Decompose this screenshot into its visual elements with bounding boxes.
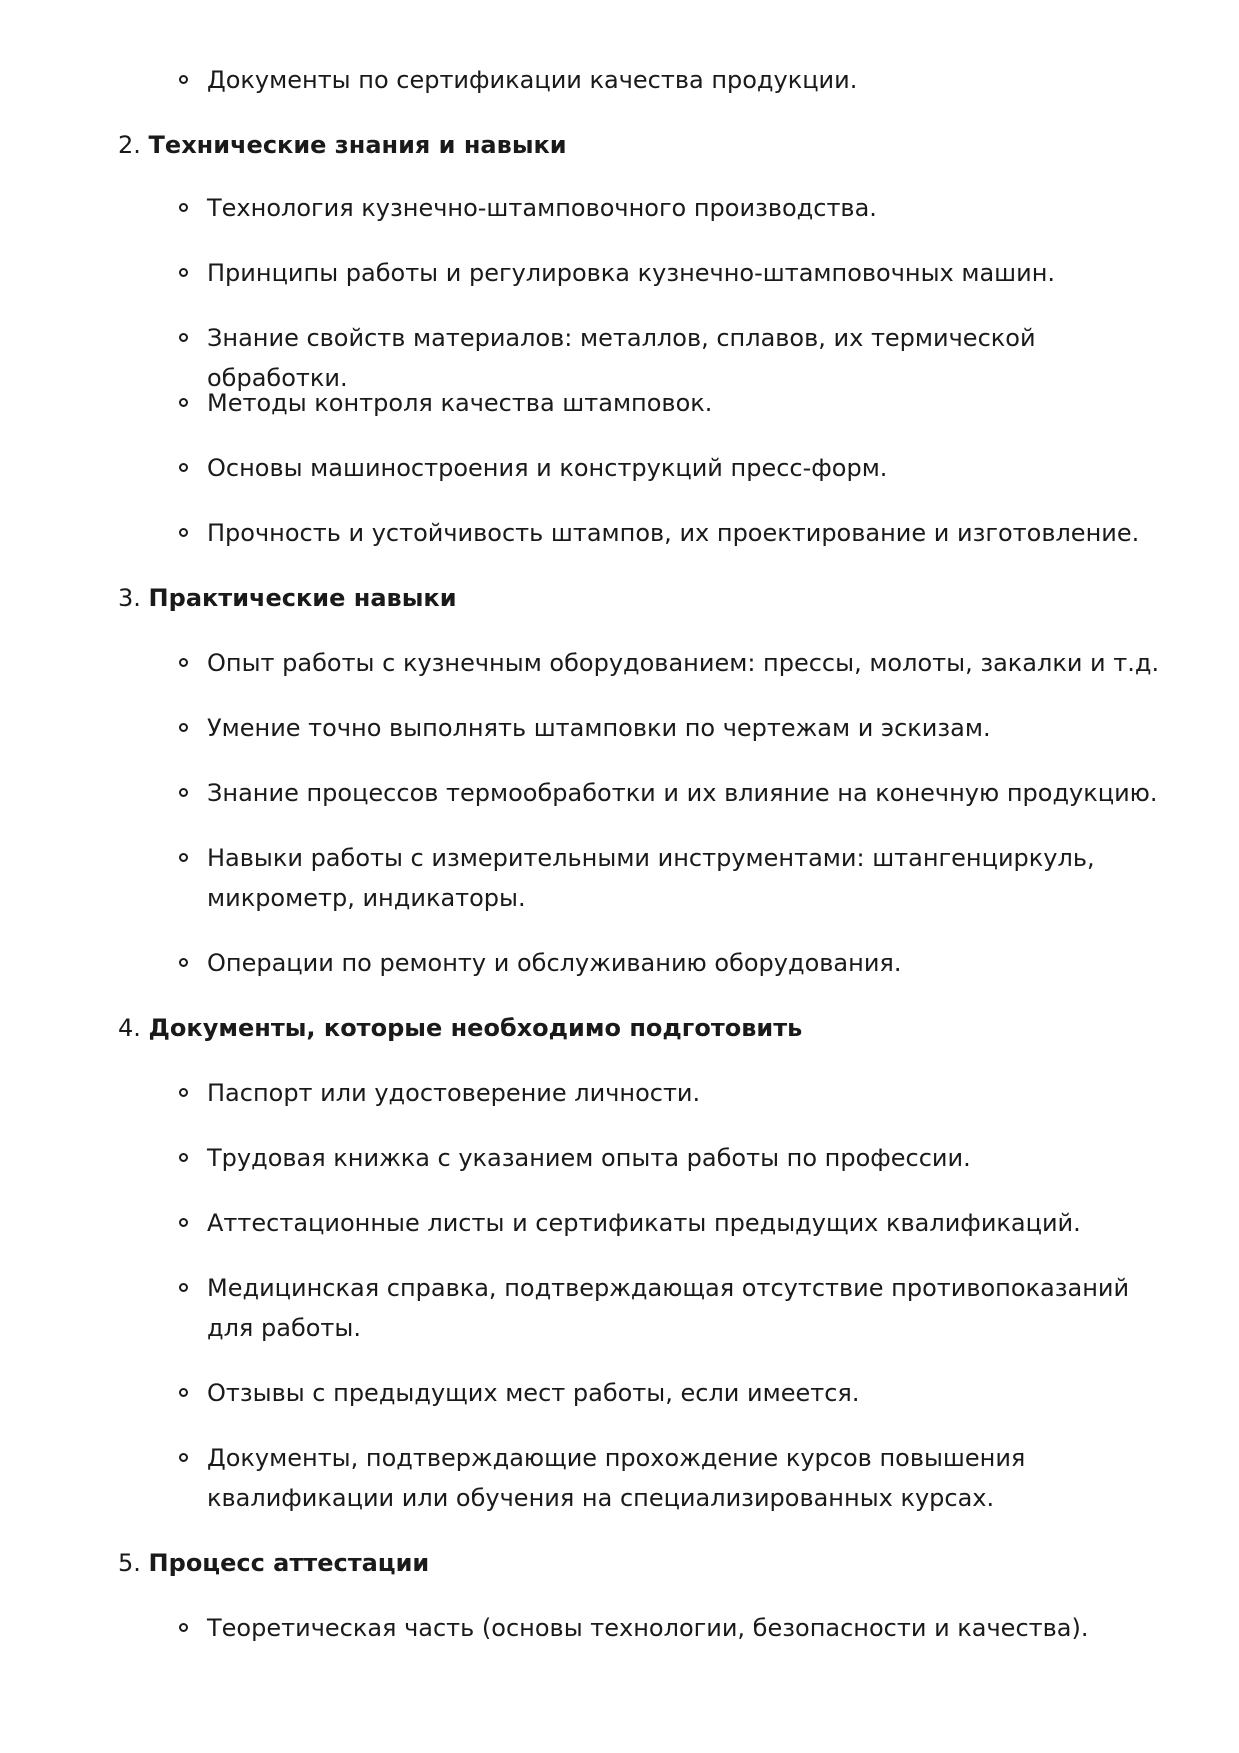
section-heading (118, 1008, 802, 1048)
list-item: Принципы работы и регулировка кузнечно-штамповочных машин. (207, 253, 1167, 293)
hollow-bullet-icon (179, 333, 188, 342)
section-heading (118, 1543, 429, 1583)
list-item: Навыки работы с измерительными инструментами: штангенциркуль, микрометр, индикаторы. (207, 838, 1167, 918)
list-item: Умение точно выполнять штамповки по чертежам и эскизам. (207, 708, 1167, 748)
hollow-bullet-icon (179, 463, 188, 472)
list-item: Трудовая книжка с указанием опыта работы по профессии. (207, 1138, 1167, 1178)
hollow-bullet-icon (179, 1453, 188, 1462)
section-number: 4. (118, 1014, 141, 1042)
section-number: 5. (118, 1549, 141, 1577)
section-heading (118, 578, 457, 618)
list-item: Документы по сертификации качества продукции. (207, 60, 1167, 100)
list-item: Прочность и устойчивость штампов, их проектирование и изготовление. (207, 513, 1167, 553)
list-item: Знание свойств материалов: металлов, сплавов, их термической обработки. (207, 318, 1167, 398)
hollow-bullet-icon (179, 853, 188, 862)
list-item: Операции по ремонту и обслуживанию оборудования. (207, 943, 1167, 983)
list-item: Медицинская справка, подтверждающая отсутствие противопоказаний для работы. (207, 1268, 1167, 1348)
section-title: Процесс аттестации (148, 1549, 430, 1577)
list-item: Технология кузнечно-штамповочного производства. (207, 188, 1167, 228)
list-item: Аттестационные листы и сертификаты предыдущих квалификаций. (207, 1203, 1167, 1243)
section-title: Технические знания и навыки (148, 131, 567, 159)
section-number: 3. (118, 584, 141, 612)
hollow-bullet-icon (179, 75, 188, 84)
section-title: Практические навыки (148, 584, 457, 612)
list-item: Знание процессов термообработки и их влияние на конечную продукцию. (207, 773, 1167, 813)
section-heading (118, 125, 567, 165)
hollow-bullet-icon (179, 658, 188, 667)
list-item: Документы, подтверждающие прохождение курсов повышения квалификации или обучения на специализированных курсах. (207, 1438, 1167, 1518)
hollow-bullet-icon (179, 398, 188, 407)
hollow-bullet-icon (179, 1283, 188, 1292)
hollow-bullet-icon (179, 723, 188, 732)
list-item: Отзывы с предыдущих мест работы, если имеется. (207, 1373, 1167, 1413)
section-title: Документы, которые необходимо подготовить (148, 1014, 803, 1042)
hollow-bullet-icon (179, 268, 188, 277)
hollow-bullet-icon (179, 528, 188, 537)
list-item: Методы контроля качества штамповок. (207, 383, 1167, 423)
hollow-bullet-icon (179, 958, 188, 967)
list-item: Основы машиностроения и конструкций пресс-форм. (207, 448, 1167, 488)
hollow-bullet-icon (179, 1153, 188, 1162)
hollow-bullet-icon (179, 1088, 188, 1097)
list-item: Теоретическая часть (основы технологии, безопасности и качества). (207, 1608, 1167, 1648)
section-number: 2. (118, 131, 141, 159)
list-item: Опыт работы с кузнечным оборудованием: прессы, молоты, закалки и т.д. (207, 643, 1167, 683)
list-item: Паспорт или удостоверение личности. (207, 1073, 1167, 1113)
hollow-bullet-icon (179, 788, 188, 797)
hollow-bullet-icon (179, 1388, 188, 1397)
hollow-bullet-icon (179, 1623, 188, 1632)
hollow-bullet-icon (179, 203, 188, 212)
hollow-bullet-icon (179, 1218, 188, 1227)
